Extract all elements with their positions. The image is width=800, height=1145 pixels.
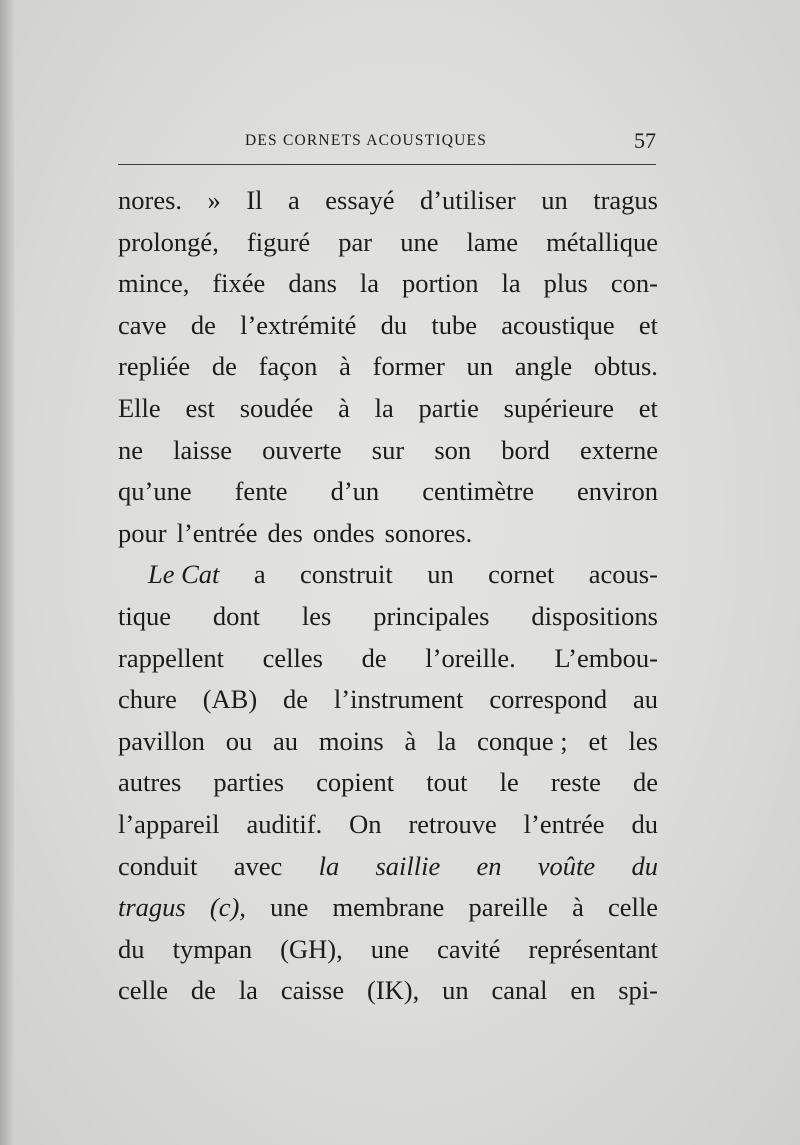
word: cornet xyxy=(488,559,555,590)
word: l’entrée xyxy=(176,517,258,548)
word: chure xyxy=(118,684,177,715)
word: copient xyxy=(316,767,395,798)
word: correspond xyxy=(489,684,608,715)
header-rule xyxy=(118,164,656,165)
word: à xyxy=(339,351,351,382)
word: figuré xyxy=(246,226,311,257)
word: (AB) xyxy=(202,684,258,715)
word: construit xyxy=(300,559,393,590)
word: con- xyxy=(610,268,658,299)
word: tube xyxy=(431,309,477,340)
text-line xyxy=(118,638,658,680)
word: pareille xyxy=(468,892,548,923)
text-line xyxy=(118,721,658,763)
text-line xyxy=(118,513,658,555)
text-line xyxy=(118,929,658,971)
word: au xyxy=(632,684,658,715)
text-line xyxy=(118,846,658,888)
word: des xyxy=(267,517,303,548)
word: du xyxy=(631,808,658,839)
word: et xyxy=(588,725,608,756)
word: angle xyxy=(514,351,573,382)
word: dont xyxy=(212,600,260,631)
word: de xyxy=(190,309,216,340)
word: la xyxy=(318,850,340,881)
word: façon xyxy=(258,351,318,382)
word: du xyxy=(380,309,408,340)
word: environ xyxy=(577,476,658,507)
word: bord xyxy=(501,434,550,465)
word: tout xyxy=(426,767,468,798)
running-title: DES CORNETS ACOUSTIQUES xyxy=(245,132,488,149)
text-line xyxy=(118,346,658,388)
word: cave xyxy=(118,309,167,340)
text-line xyxy=(118,554,658,596)
word: ou xyxy=(225,725,253,756)
word: une xyxy=(400,226,439,257)
word: à xyxy=(404,725,417,756)
word: sonores. xyxy=(384,517,473,548)
word: partie xyxy=(418,392,479,423)
word: a xyxy=(253,559,266,590)
word: du xyxy=(631,850,658,881)
word: prolongé, xyxy=(118,226,219,257)
word: en xyxy=(570,975,596,1006)
word: On xyxy=(349,808,382,839)
word: » xyxy=(207,185,221,215)
word: de xyxy=(361,642,387,673)
word: du xyxy=(118,933,145,964)
word: (c), xyxy=(209,892,246,923)
word: au xyxy=(273,725,299,756)
word: son xyxy=(434,434,472,465)
word: tragus xyxy=(593,185,658,215)
word: tique xyxy=(118,600,171,631)
word: fente xyxy=(234,476,288,507)
author-name: Le Cat xyxy=(148,559,220,590)
word: essayé xyxy=(325,185,395,215)
word: avec xyxy=(233,850,283,881)
word: tympan xyxy=(172,933,253,964)
word: tragus xyxy=(118,892,186,923)
word: a xyxy=(288,185,300,215)
word: canal xyxy=(491,975,548,1006)
word: l’entrée xyxy=(523,808,605,839)
word: et xyxy=(638,392,658,423)
word: cavité xyxy=(437,933,501,964)
word: en xyxy=(476,850,502,881)
word: représentant xyxy=(528,933,658,964)
word: acoustique xyxy=(501,309,615,340)
body-text xyxy=(118,180,658,1012)
word: qu’une xyxy=(118,476,192,507)
word: soudée xyxy=(239,392,314,423)
word: sur xyxy=(371,434,405,465)
word: retrouve xyxy=(408,808,497,839)
word: dans xyxy=(288,268,337,299)
text-line xyxy=(118,305,658,347)
text-line xyxy=(118,887,658,929)
word: un xyxy=(442,975,469,1006)
page-binding-edge xyxy=(0,0,14,1145)
word: voûte xyxy=(537,850,596,881)
word: reste xyxy=(550,767,601,798)
word: un xyxy=(466,351,494,382)
word: principales xyxy=(373,600,490,631)
word: ondes xyxy=(312,517,375,548)
word: d’utiliser xyxy=(419,185,516,215)
word: de xyxy=(283,684,309,715)
word: ouverte xyxy=(262,434,342,465)
text-line xyxy=(118,180,658,222)
word: de xyxy=(632,767,658,798)
word: la xyxy=(501,268,521,299)
word: nores. xyxy=(118,185,183,215)
word: autres xyxy=(118,767,182,798)
word: l’oreille. xyxy=(425,642,516,673)
running-head xyxy=(118,128,658,156)
word: d’un xyxy=(330,476,380,507)
word: acous- xyxy=(588,559,658,590)
word: la xyxy=(238,975,258,1006)
text-line xyxy=(118,804,658,846)
word: la xyxy=(374,392,394,423)
word: par xyxy=(338,226,373,257)
word: auditif. xyxy=(246,808,323,839)
word: caisse xyxy=(280,975,345,1006)
word: supérieure xyxy=(503,392,614,423)
word: mince, xyxy=(118,268,190,299)
word: rappellent xyxy=(118,642,224,673)
word: parties xyxy=(213,767,285,798)
page-number: 57 xyxy=(634,128,656,153)
text-line xyxy=(118,430,658,472)
word: la xyxy=(437,725,457,756)
word: le xyxy=(499,767,519,798)
word: centimètre xyxy=(422,476,535,507)
word: (GH), xyxy=(280,933,343,964)
word: pour xyxy=(118,517,167,548)
word: et xyxy=(638,309,658,340)
text-line xyxy=(118,471,658,513)
word: moins xyxy=(318,725,384,756)
word: à xyxy=(338,392,350,423)
word: conduit xyxy=(118,850,198,881)
word: un xyxy=(427,559,454,590)
text-line xyxy=(118,762,658,804)
word: conque ; xyxy=(477,725,568,756)
word: L’embou- xyxy=(554,642,658,673)
text-line xyxy=(118,679,658,721)
word: laisse xyxy=(173,434,233,465)
word: la xyxy=(359,268,379,299)
word: obtus. xyxy=(593,351,658,382)
word: plus xyxy=(543,268,588,299)
word: les xyxy=(301,600,332,631)
word: Elle xyxy=(118,392,161,423)
word: externe xyxy=(580,434,658,465)
word: former xyxy=(372,351,445,382)
word: portion xyxy=(401,268,479,299)
word: ne xyxy=(118,434,144,465)
word: est xyxy=(185,392,215,423)
text-line xyxy=(118,596,658,638)
word: métallique xyxy=(546,226,658,257)
word: de xyxy=(211,351,237,382)
word: lame xyxy=(466,226,519,257)
word: une xyxy=(270,892,309,923)
text-line xyxy=(118,222,658,264)
word: fixée xyxy=(212,268,266,299)
word: saillie xyxy=(375,850,441,881)
word: Il xyxy=(246,185,263,215)
word: repliée xyxy=(118,351,191,382)
word: l’instrument xyxy=(333,684,464,715)
word: l’extrémité xyxy=(240,309,357,340)
word: à xyxy=(572,892,584,923)
word: (IK), xyxy=(367,975,420,1006)
text-line xyxy=(118,263,658,305)
word: membrane xyxy=(332,892,445,923)
word: de xyxy=(190,975,216,1006)
word: pavillon xyxy=(118,725,205,756)
word: spi- xyxy=(618,975,658,1006)
word: celle xyxy=(118,975,169,1006)
text-line xyxy=(118,388,658,430)
word: celle xyxy=(607,892,658,923)
word: celles xyxy=(262,642,323,673)
text-line xyxy=(118,970,658,1012)
word: une xyxy=(370,933,410,964)
word: l’appareil xyxy=(118,808,220,839)
word: dispositions xyxy=(531,600,658,631)
word: un xyxy=(541,185,568,215)
word: les xyxy=(628,725,658,756)
